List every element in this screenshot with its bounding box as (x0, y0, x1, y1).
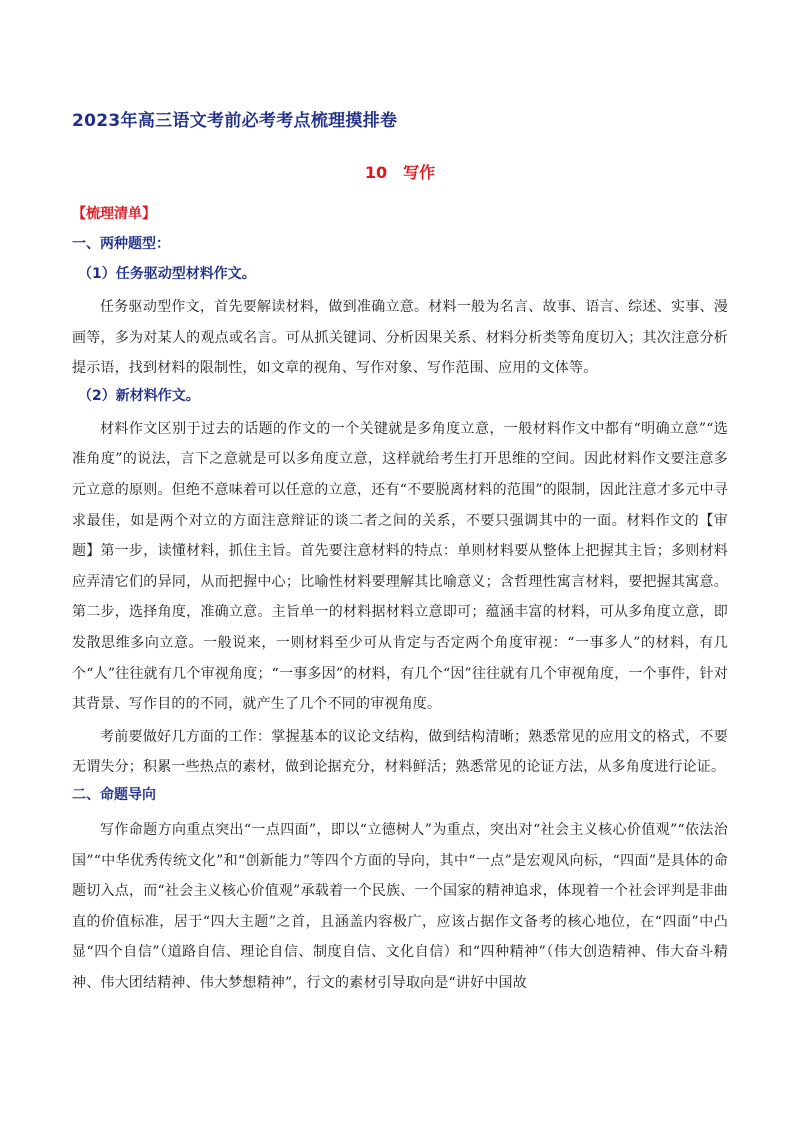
section-heading-proposition-direction: 二、命题导向 (72, 786, 156, 803)
document-title: 2023年高三语文考前必考考点梳理摸排卷 (72, 111, 398, 131)
checklist-label: 【梳理清单】 (72, 206, 156, 222)
paragraph-task-driven: 任务驱动型作文，首先要解读材料，做到准确立意。材料一般为名言、故事、语言、综述、实事、漫画等，多为对某人的观点或名言。可从抓关键词、分析因果关系、材料分析类等角度切入；其次注意分析提示语，找到材料的限制性，如文章的视角、写作对象、写作范围、应用的文体等。 (72, 299, 728, 377)
subsection-heading-new-material: （2）新材料作文。 (78, 387, 200, 404)
paragraph-proposition-direction: 写作命题方向重点突出“一点四面”，即以“立德树人”为重点，突出对“社会主义核心价值观”“依法治国”“中华优秀传统文化”和“创新能力”等四个方面的导向，其中“一点”是宏观风向标，“四面”是具体的命题切入点，而“社会主义核心价值观”承载着一个民族、一个国家的精神追求，体现着一个社会评判是非曲直的价值标准，居于“四大主题”之首，且涵盖内容极广，应该占据作文备考的核心地位，在“四面”中凸显“四个自信”（道路自信、理论自信、制度自信、文化自信）和“四种精神”（伟大创造精神、伟大奋斗精神、伟大团结精神、伟大梦想精神”，行文的素材引导取向是“讲好中国故 (72, 821, 728, 991)
chapter-title: 10 写作 (364, 163, 436, 182)
document-body (72, 204, 728, 1000)
subsection-heading-task-driven: （1）任务驱动型材料作文。 (78, 266, 256, 282)
section-heading-question-types: 一、两种题型： (72, 236, 170, 252)
paragraph-new-material: 材料作文区别于过去的话题的作文的一个关键就是多角度立意，一般材料作文中都有“明确立意”“选准角度”的说法，言下之意就是可以多角度立意，这样就给考生打开思维的空间。因此材料作文要注意多元立意的原则。但绝不意味着可以任意的立意，还有“不要脱离材料的范围”的限制，因此注意才多元中寻求最佳，如是两个对立的方面注意辩证的谈二者之间的关系，不要只强调其中的一面。材料作文的【审题】第一步，读懂材料，抓住主旨。首先要注意材料的特点：单则材料要从整体上把握其主旨；多则材料应弄清它们的异同，从而把握中心；比喻性材料要理解其比喻意义；含哲理性寓言材料，要把握其寓意。第二步，选择角度，准确立意。主旨单一的材料据材料立意即可；蕴涵丰富的材料，可从多角度立意，即发散思维多向立意。一般说来，一则材料至少可从肯定与否定两个角度审视：“一事多人”的材料，有几个“人”往往就有几个审视角度；“一事多因”的材料，有几个“因”往往就有几个审视角度，一个事件，针对其背景、写作目的的不同，就产生了几个不同的审视角度。 (72, 420, 728, 713)
paragraph-exam-preparation: 考前要做好几方面的工作：掌握基本的议论文结构，做到结构清晰；熟悉常见的应用文的格式，不要无谓失分；积累一些热点的素材，做到论据充分，材料鲜活；熟悉常见的论证方法，从多角度进行论证。 (72, 728, 728, 776)
